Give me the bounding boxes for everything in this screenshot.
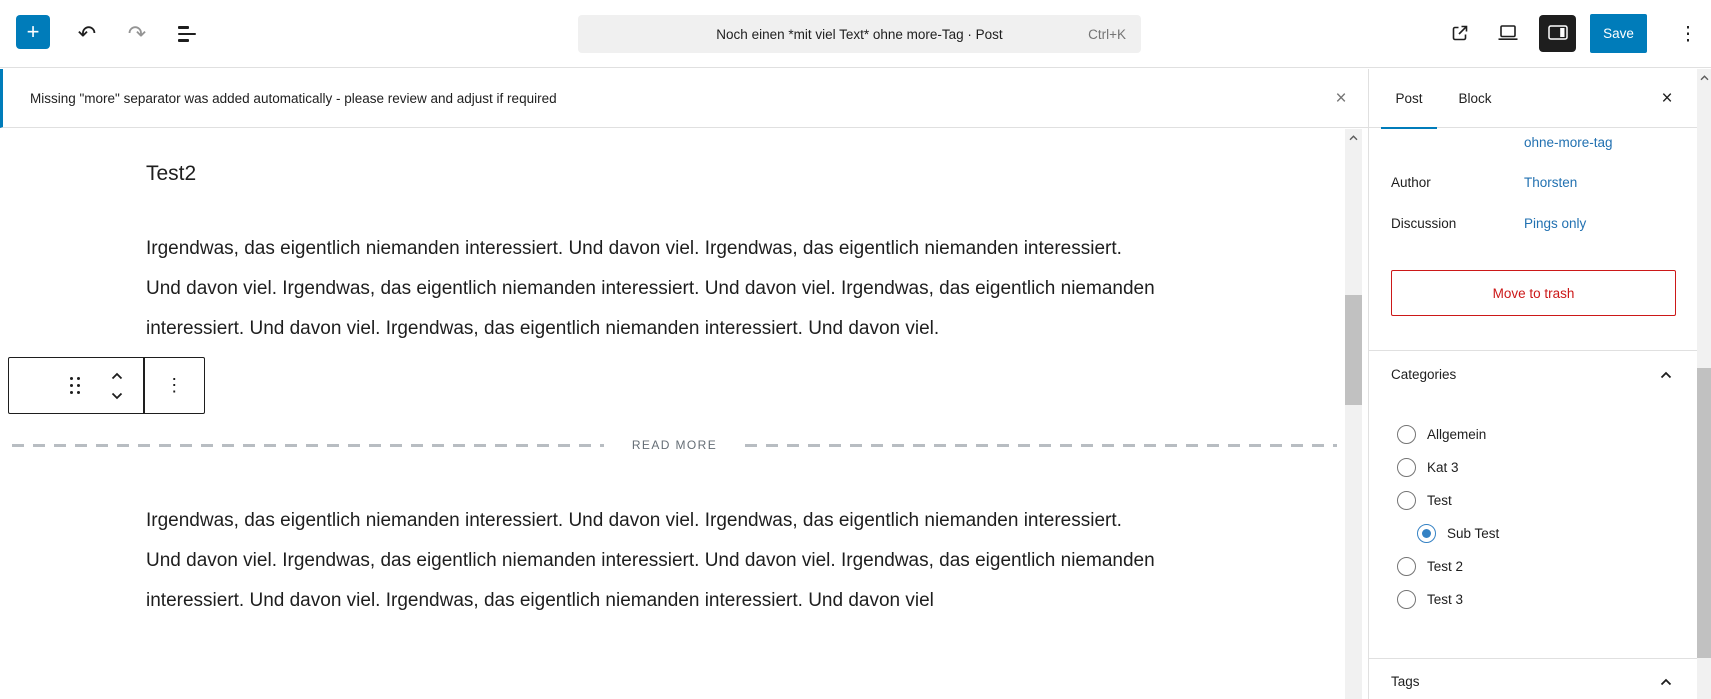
editor-canvas <box>0 129 1368 699</box>
block-mover <box>91 358 143 413</box>
command-bar[interactable] <box>578 15 1141 53</box>
block-inserter-button[interactable] <box>16 15 50 49</box>
sidebar-panel-icon <box>1548 25 1568 43</box>
tags-title: Tags <box>1391 673 1420 689</box>
scroll-up-arrow-icon[interactable] <box>1345 129 1362 146</box>
tags-panel-header[interactable] <box>1369 659 1698 699</box>
command-shortcut: Ctrl+K <box>1088 26 1126 42</box>
category-label: Sub Test <box>1447 526 1500 541</box>
tab-post[interactable]: Post <box>1381 69 1437 128</box>
category-label: Test <box>1427 493 1452 508</box>
move-to-trash-button[interactable]: Move to trash <box>1391 270 1676 316</box>
settings-sidebar-toggle[interactable] <box>1539 15 1576 52</box>
kebab-icon: ⋮ <box>165 375 184 395</box>
radio-icon[interactable] <box>1397 491 1416 510</box>
categories-panel-header[interactable] <box>1369 352 1698 396</box>
sidebar-tabs <box>1369 69 1697 128</box>
settings-sidebar <box>1368 69 1697 699</box>
plus-icon: + <box>26 19 40 44</box>
more-dashed-line <box>12 444 604 447</box>
radio-icon[interactable] <box>1397 590 1416 609</box>
move-down-button[interactable] <box>111 388 123 403</box>
category-label: Kat 3 <box>1427 460 1459 475</box>
paragraph-block-before[interactable]: Irgendwas, das eigentlich niemanden interessiert. Und davon viel. Irgendwas, das eigentlich niemanden interessiert. Und davon viel. Irgendwas, das eigentlich niemanden interessiert. Und davon viel. Irgendwas, das eigentlich niemanden interessiert. Und davon viel. Irgendwas, das eigentlich niemanden interessiert. Und davon viel. <box>146 238 1155 339</box>
tags-collapse-button[interactable] <box>1654 669 1678 693</box>
kebab-icon: ⋮ <box>1678 23 1698 45</box>
editor-topbar <box>0 0 1711 68</box>
category-label: Test 2 <box>1427 559 1464 574</box>
block-toolbar <box>8 357 205 414</box>
chevron-down-icon <box>111 388 123 403</box>
page-scrollbar[interactable] <box>1697 69 1711 699</box>
save-button[interactable]: Save <box>1590 14 1647 53</box>
notice-bar <box>0 69 1368 128</box>
discussion-value-link[interactable]: Pings only <box>1524 216 1587 231</box>
panel-divider <box>1369 350 1698 351</box>
category-option-sub-test[interactable] <box>1369 517 1698 550</box>
radio-icon[interactable] <box>1397 425 1416 444</box>
category-option-test-2[interactable] <box>1369 550 1698 583</box>
block-options-button[interactable] <box>145 358 205 413</box>
sidebar-close-button[interactable] <box>1652 84 1682 114</box>
redo-button[interactable] <box>121 18 153 50</box>
heading-block[interactable]: Test2 <box>146 162 197 185</box>
more-options-button[interactable] <box>1672 18 1704 50</box>
list-view-icon <box>178 26 196 42</box>
category-label: Test 3 <box>1427 592 1464 607</box>
more-block[interactable] <box>12 435 1337 455</box>
tab-block[interactable]: Block <box>1443 69 1507 128</box>
author-value-link[interactable]: Thorsten <box>1524 175 1578 190</box>
close-icon: × <box>1661 88 1673 109</box>
drag-handle-icon <box>70 377 80 394</box>
notice-close-button[interactable] <box>1326 84 1356 114</box>
categories-title: Categories <box>1391 366 1457 382</box>
external-link-icon <box>1450 23 1470 46</box>
category-option-test[interactable] <box>1369 484 1698 517</box>
category-option-kat-3[interactable] <box>1369 451 1698 484</box>
page-scrollbar-thumb[interactable] <box>1697 368 1711 658</box>
redo-icon: ↷ <box>127 21 147 46</box>
undo-button[interactable] <box>71 18 103 50</box>
categories-list <box>1369 418 1698 616</box>
chevron-up-icon <box>1660 367 1672 382</box>
scroll-up-arrow-icon[interactable] <box>1697 69 1711 86</box>
radio-icon[interactable] <box>1397 458 1416 477</box>
read-more-label: READ MORE <box>631 438 718 452</box>
more-dashed-line <box>745 444 1337 447</box>
post-slug-link[interactable]: ohne-more-tag <box>1524 135 1613 150</box>
move-up-button[interactable] <box>111 368 123 383</box>
view-post-button[interactable] <box>1444 18 1476 50</box>
chevron-up-icon <box>1660 674 1672 689</box>
undo-icon: ↶ <box>77 21 97 46</box>
radio-icon[interactable] <box>1397 557 1416 576</box>
radio-icon[interactable] <box>1417 524 1436 543</box>
content-scrollbar[interactable] <box>1345 129 1362 699</box>
close-icon: × <box>1335 88 1347 109</box>
author-row-label: Author <box>1391 175 1431 190</box>
preview-button[interactable] <box>1492 18 1524 50</box>
category-option-allgemein[interactable] <box>1369 418 1698 451</box>
document-title: Noch einen *mit viel Text* ohne more-Tag · Post <box>716 26 1003 42</box>
notice-message: Missing "more" separator was added automatically - please review and adjust if required <box>30 90 557 106</box>
laptop-icon <box>1497 25 1519 44</box>
drag-handle[interactable] <box>59 358 91 413</box>
category-option-test-3[interactable] <box>1369 583 1698 616</box>
category-label: Allgemein <box>1427 427 1487 442</box>
discussion-row-label: Discussion <box>1391 216 1457 231</box>
list-view-button[interactable] <box>171 18 203 50</box>
chevron-up-icon <box>111 368 123 383</box>
categories-collapse-button[interactable] <box>1654 362 1678 386</box>
paragraph-block-after[interactable]: Irgendwas, das eigentlich niemanden interessiert. Und davon viel. Irgendwas, das eigentlich niemanden interessiert. Und davon viel. Irgendwas, das eigentlich niemanden interessiert. Und davon viel. Irgendwas, das eigentlich niemanden interessiert. Und davon viel. Irgendwas, das eigentlich niemanden interessiert. Und davon viel <box>146 510 1155 611</box>
more-block-type-button[interactable] <box>9 358 59 413</box>
content-scrollbar-thumb[interactable] <box>1345 295 1362 405</box>
